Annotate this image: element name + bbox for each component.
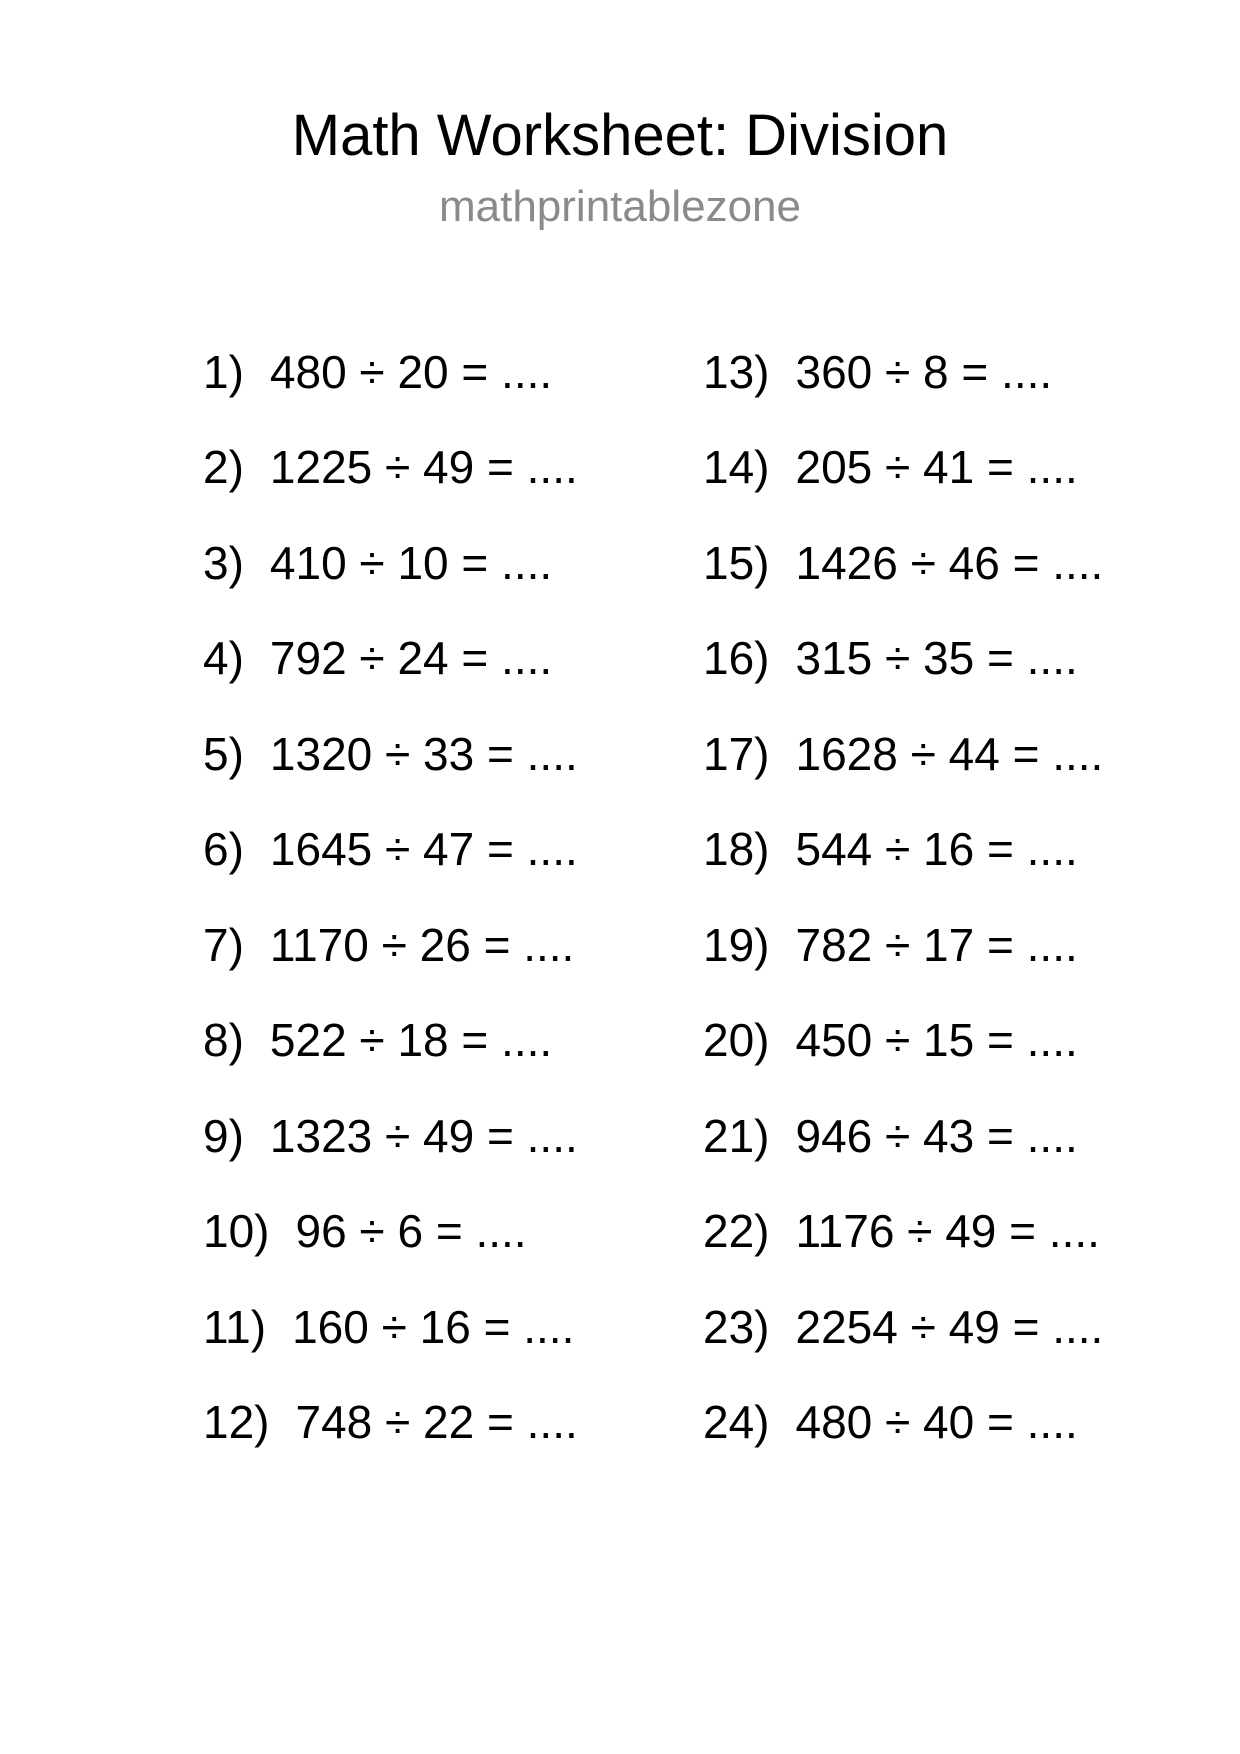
problem-row [203, 324, 578, 420]
problem-expression: 1645 ÷ 47 = .... [269, 823, 578, 876]
problem-row [203, 611, 578, 707]
problem-expression: 946 ÷ 43 = .... [795, 1109, 1078, 1162]
problems-column [203, 324, 578, 1470]
problem-row [203, 706, 578, 802]
problem-expression: 1323 ÷ 49 = .... [269, 1109, 578, 1162]
problem-number: 19) [703, 918, 770, 971]
page-subtitle: mathprintablezone [438, 182, 801, 231]
problem-expression: 205 ÷ 41 = .... [795, 441, 1078, 494]
problem-number: 10) [203, 1205, 270, 1258]
problem-row [203, 802, 578, 898]
problem-expression: 1176 ÷ 49 = .... [795, 1205, 1100, 1258]
problem-expression: 782 ÷ 17 = .... [795, 918, 1078, 971]
problem-number: 7) [203, 918, 244, 971]
problem-expression: 1225 ÷ 49 = .... [269, 441, 578, 494]
problem-expression: 410 ÷ 10 = .... [269, 536, 553, 589]
problem-expression: 2254 ÷ 49 = .... [795, 1300, 1104, 1353]
problem-number: 20) [703, 1014, 770, 1067]
problem-row [203, 993, 578, 1089]
problem-number: 17) [703, 727, 770, 780]
problem-expression: 1170 ÷ 26 = .... [269, 918, 575, 971]
problem-number: 5) [203, 727, 244, 780]
problem-row [703, 324, 1103, 420]
problem-number: 9) [203, 1109, 244, 1162]
problems-column [703, 324, 1103, 1470]
problem-number: 21) [703, 1109, 770, 1162]
problem-row [203, 897, 578, 993]
problem-expression: 1628 ÷ 44 = .... [795, 727, 1104, 780]
problem-expression: 160 ÷ 16 = .... [292, 1300, 575, 1353]
problem-expression: 480 ÷ 40 = .... [795, 1396, 1078, 1449]
problem-row [203, 1184, 578, 1280]
problem-number: 2) [203, 441, 244, 494]
problem-row [703, 993, 1103, 1089]
problem-row [203, 515, 578, 611]
problem-row [703, 1279, 1103, 1375]
problem-number: 1) [203, 345, 244, 398]
problem-row [703, 1184, 1103, 1280]
problem-row [703, 802, 1103, 898]
problem-number: 14) [703, 441, 770, 494]
problem-number: 6) [203, 823, 244, 876]
problem-row [703, 1088, 1103, 1184]
page-title: Math Worksheet: Division [291, 103, 949, 168]
problem-expression: 1320 ÷ 33 = .... [269, 727, 578, 780]
problem-expression: 480 ÷ 20 = .... [269, 345, 553, 398]
problem-row [203, 420, 578, 516]
problem-number: 18) [703, 823, 770, 876]
problem-row [203, 1088, 578, 1184]
problem-number: 3) [203, 536, 244, 589]
problem-row [703, 1375, 1103, 1471]
problem-expression: 544 ÷ 16 = .... [795, 823, 1078, 876]
problem-expression: 1426 ÷ 46 = .... [795, 536, 1104, 589]
problem-row [203, 1375, 578, 1471]
problem-row [703, 611, 1103, 707]
problem-expression: 748 ÷ 22 = .... [295, 1396, 578, 1449]
problem-row [703, 897, 1103, 993]
problem-number: 8) [203, 1014, 244, 1067]
problem-row [703, 515, 1103, 611]
problem-number: 11) [203, 1300, 267, 1353]
problem-expression: 96 ÷ 6 = .... [295, 1205, 527, 1258]
problem-expression: 450 ÷ 15 = .... [795, 1014, 1078, 1067]
problem-number: 22) [703, 1205, 770, 1258]
problem-row [703, 706, 1103, 802]
problem-expression: 522 ÷ 18 = .... [269, 1014, 553, 1067]
problem-row [203, 1279, 578, 1375]
problem-expression: 315 ÷ 35 = .... [795, 632, 1078, 685]
problem-expression: 360 ÷ 8 = .... [795, 345, 1053, 398]
problem-number: 16) [703, 632, 770, 685]
problem-number: 15) [703, 536, 770, 589]
problem-number: 13) [703, 345, 770, 398]
problem-number: 4) [203, 632, 244, 685]
problem-row [703, 420, 1103, 516]
problem-expression: 792 ÷ 24 = .... [269, 632, 553, 685]
problem-number: 23) [703, 1300, 770, 1353]
problem-number: 12) [203, 1396, 270, 1449]
problem-number: 24) [703, 1396, 770, 1449]
